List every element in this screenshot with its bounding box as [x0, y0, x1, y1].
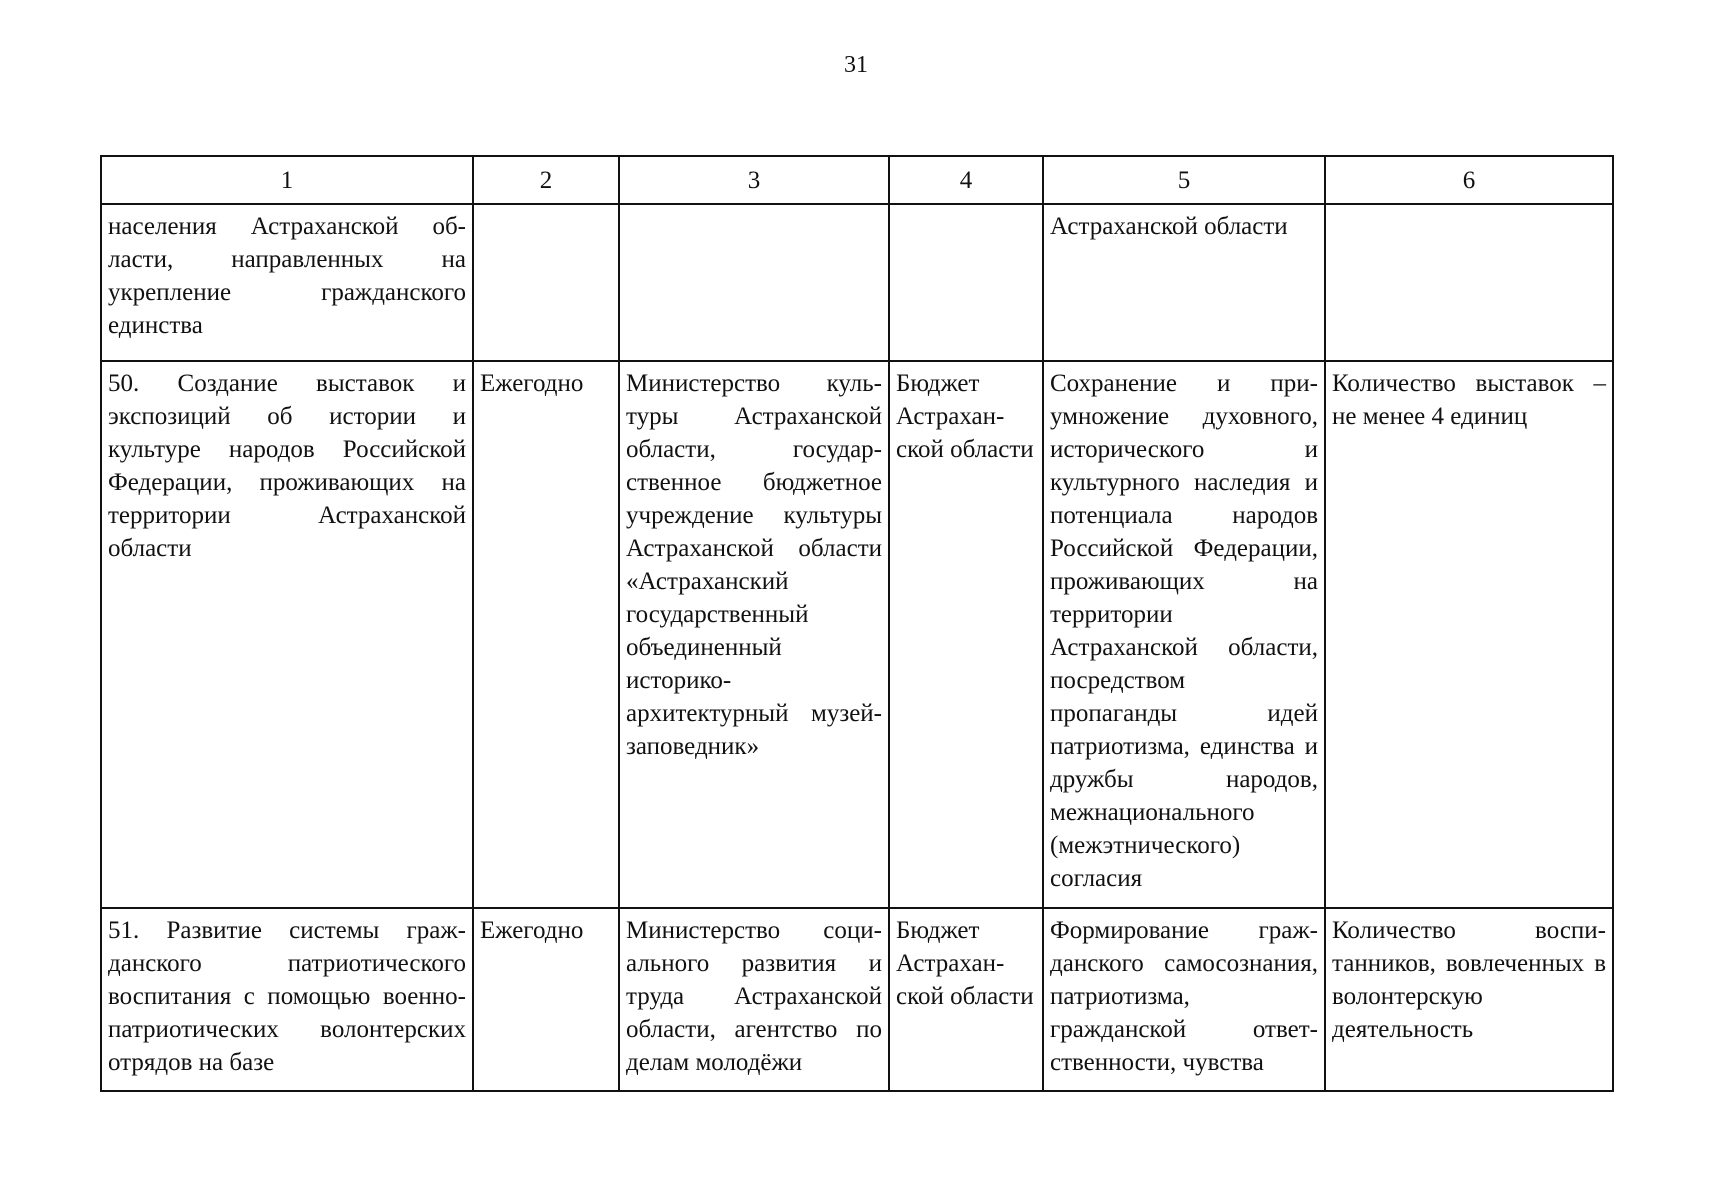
cell-funding [889, 204, 1043, 361]
header-col-5: 5 [1043, 156, 1325, 204]
cell-term: Ежегодно [473, 361, 619, 908]
cell-measure: населения Астраханской области, направленных на укрепление гражданского единства [101, 204, 473, 361]
cell-result: Формирование гражданского самосознания, патриотизма, гражданской ответственности, чувства [1043, 908, 1325, 1091]
cell-term [473, 204, 619, 361]
cell-indicator: Количество выставок – не менее 4 единиц [1325, 361, 1613, 908]
cell-funding: Бюджет Астраханской области [889, 908, 1043, 1091]
cell-result: Сохранение и приумножение духовного, исторического и культурного наследия и потенциала народов Российской Федерации, проживающих на территории Астраханской области, посредством пропаганды идей патриотизма, единства и дружбы народов, межнационального (межэтнического) согласия [1043, 361, 1325, 908]
cell-measure: 50. Создание выставок и экспозиций об истории и культуре народов Российской Федерации, проживающих на территории Астраханской области [101, 361, 473, 908]
program-table [100, 155, 1614, 1092]
table-row [101, 908, 1613, 1091]
cell-indicator: Количество воспитанников, вовлеченных в волонтерскую деятельность [1325, 908, 1613, 1091]
header-col-3: 3 [619, 156, 889, 204]
cell-indicator [1325, 204, 1613, 361]
cell-executor [619, 204, 889, 361]
header-col-1: 1 [101, 156, 473, 204]
header-col-6: 6 [1325, 156, 1613, 204]
cell-measure: 51. Развитие системы гражданского патриотического воспитания с помощью военно-патриотических волонтерских отрядов на базе [101, 908, 473, 1091]
table-header-row [101, 156, 1613, 204]
cell-executor: Министерство социального развития и труда Астраханской области, агентство по делам молодёжи [619, 908, 889, 1091]
header-col-2: 2 [473, 156, 619, 204]
cell-result: Астраханской области [1043, 204, 1325, 361]
cell-term: Ежегодно [473, 908, 619, 1091]
page-number: 31 [844, 52, 868, 78]
table-row [101, 361, 1613, 908]
cell-executor: Министерство культуры Астраханской области, государственное бюджетное учреждение культуры Астраханской области «Астраханский государственный объединенный историко-архитектурный музей-заповедник» [619, 361, 889, 908]
cell-funding: Бюджет Астраханской области [889, 361, 1043, 908]
header-col-4: 4 [889, 156, 1043, 204]
table-row [101, 204, 1613, 361]
